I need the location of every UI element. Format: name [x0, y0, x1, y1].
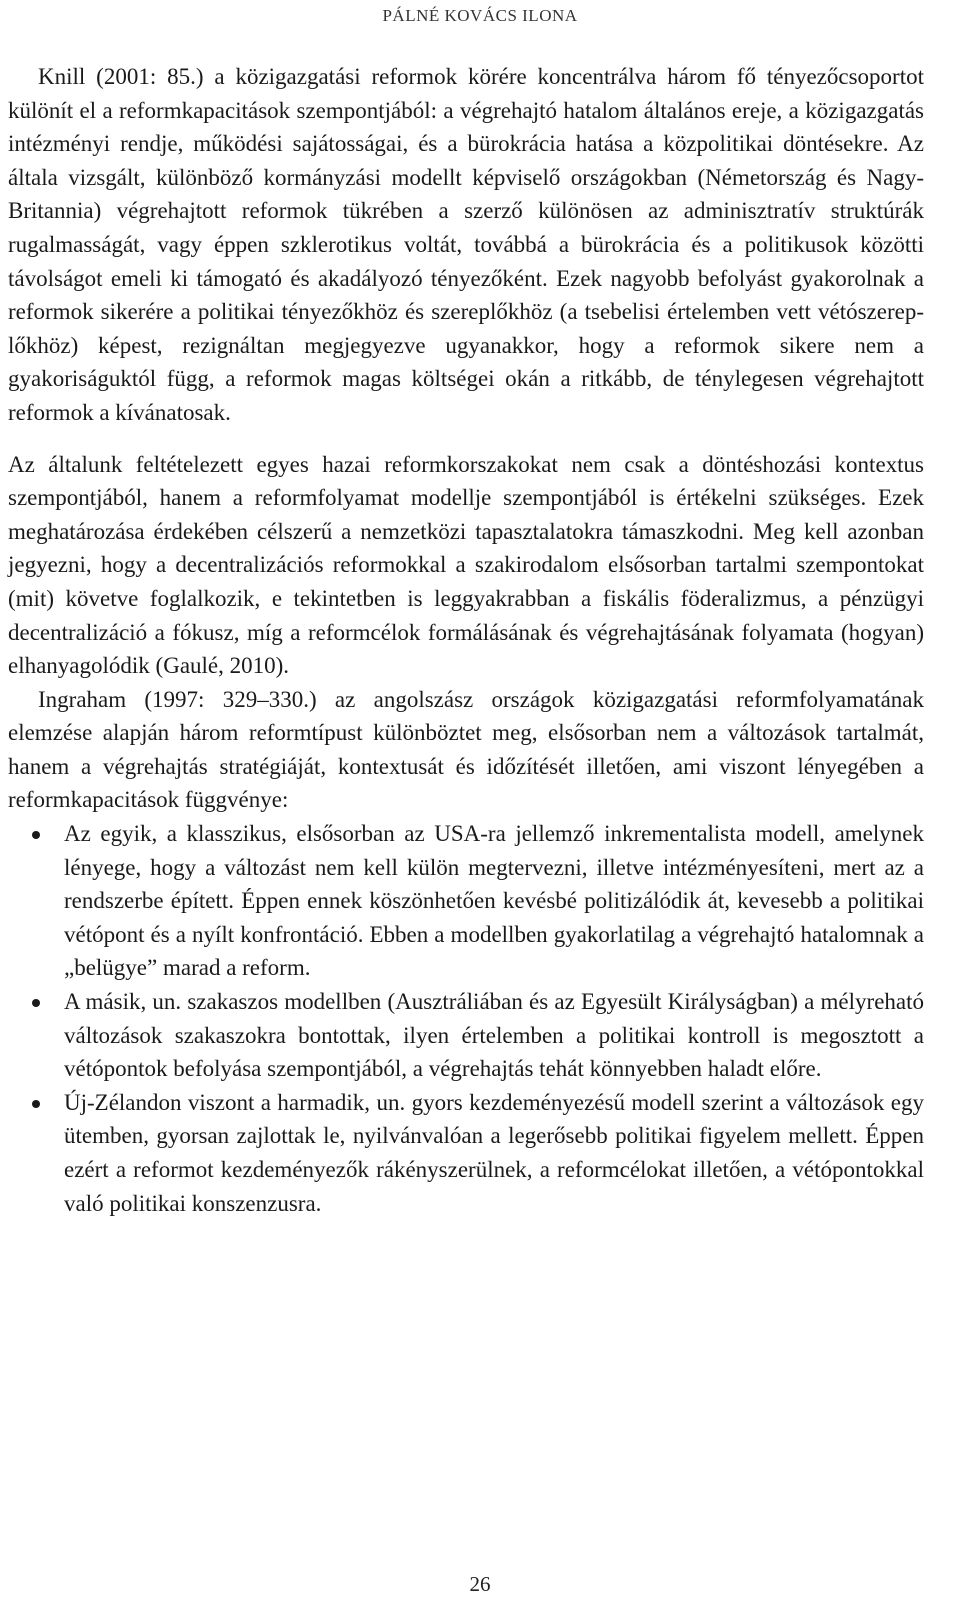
list-item: [64, 1086, 924, 1220]
bullet-icon: [32, 999, 40, 1007]
list-item-text: Új-Zélandon viszont a harmadik, un. gyors kezdeményezésű modell szerint a változások egy ütemben, gyorsan zajlottak le, nyilvánvalóan a legerősebb politikai figyelem mellett. Éppen ezért a reformot kezdeményezők rákényszerülnek, a reformcélokat illetően, a vétópontokkal való politikai konszenzusra.: [64, 1089, 924, 1216]
paragraph-reform-periods: Az általunk feltételezett egyes hazai reformkorszakokat nem csak a döntéshozási kontextus szempontjából, hanem a reformfolyamat modellje szempontjából is értékelni szükséges. Ezek meghatározása érdekében célszerű a nemzetközi tapasztalatokra támaszkodni. Meg kell azonban jegyezni, hogy a decentralizációs reformokkal a szakirodalom elsősorban tartalmi szempontokat (mit) követve foglalkozik, e tekintetben is leggyakrabban a fiskális föderalizmus, a pénzügyi decentralizáció a fókusz, míg a reformcélok formálásának és végrehajtásának folyamata (hogyan) elhanyagolódik (Gaulé, 2010).: [8, 451, 924, 679]
bullet-icon: [32, 1100, 40, 1108]
reform-type-list: [8, 817, 924, 1220]
paragraph-ingraham: Ingraham (1997: 329–330.) az angolszász országok közigazgatási reformfolyamatának elemzése alapján három reformtípust különböztet meg, elsősorban nem a változások tartalmát, hanem a végrehajtás stratégiáját, kontextusát és időzítését illetően, ami viszont lényegében a reformkapacitások függvénye:: [8, 686, 924, 813]
list-item-text: Az egyik, a klasszikus, elsősorban az USA-ra jellemző inkrementalista modell, amelynek lényege, hogy a változást nem kell külön megtervezni, illetve intézményesíteni, mert az a rendszerbe épített. Éppen ennek köszönhetően kevésbé politizálódik át, kevesebb a politikai vétópont és a nyílt konfrontáció. Ebben a modellben gyakorlatilag a végrehajtó hatalomnak a „belügye” marad a reform.: [64, 821, 924, 981]
paragraph-knill: Knill (2001: 85.) a közigazgatási reformok körére koncentrálva három fő tényezőcsoportot különít el a reformkapacitások szempontjából: a végrehajtó hatalom általános ereje, a közigazgatás intézményi rendje, működési sajátosságai, és a bürokrácia hatása a közpolitikai döntésekre. Az általa vizsgált, különböző kormányzási modellt képviselő országokban (Németország és Nagy-Britannia) végrehajtott reformok tükrében a szerző különösen az adminisztratív struktúrák rugalmasságát, vagy éppen szklerotikus voltát, továbbá a bürokrácia és a politikusok közötti távolságot emeli ki támogató és akadályozó tényezőként. Ezek nagyobb befolyást gyakorolnak a reformok sikerére a politikai tényezőkhöz és szereplőkhöz (a tsebelisi értelemben vett vétószereplőkhöz) képest, rezignáltan megjegyezve ugyanakkor, hogy a reformok sikere nem a gyakoriságuktól függ, a reformok magas költségei okán a ritkább, de ténylegesen végrehajtott reformok a kívánatosak.: [8, 64, 924, 425]
main-text: [8, 60, 924, 1220]
running-header: PÁLNÉ KOVÁCS ILONA: [382, 6, 578, 25]
bullet-icon: [32, 831, 40, 839]
list-item-text: A másik, un. szakaszos modellben (Ausztráliában és az Egyesült Királyságban) a mélyreható változások szakaszokra bontottak, ilyen értelemben a politikai kontroll is megosztott a vétópontok befolyása szempontjából, a végrehajtás tehát könnyebben haladt előre.: [64, 989, 924, 1082]
list-item: [64, 817, 924, 985]
page-number: 26: [469, 1572, 491, 1596]
list-item: [64, 985, 924, 1086]
